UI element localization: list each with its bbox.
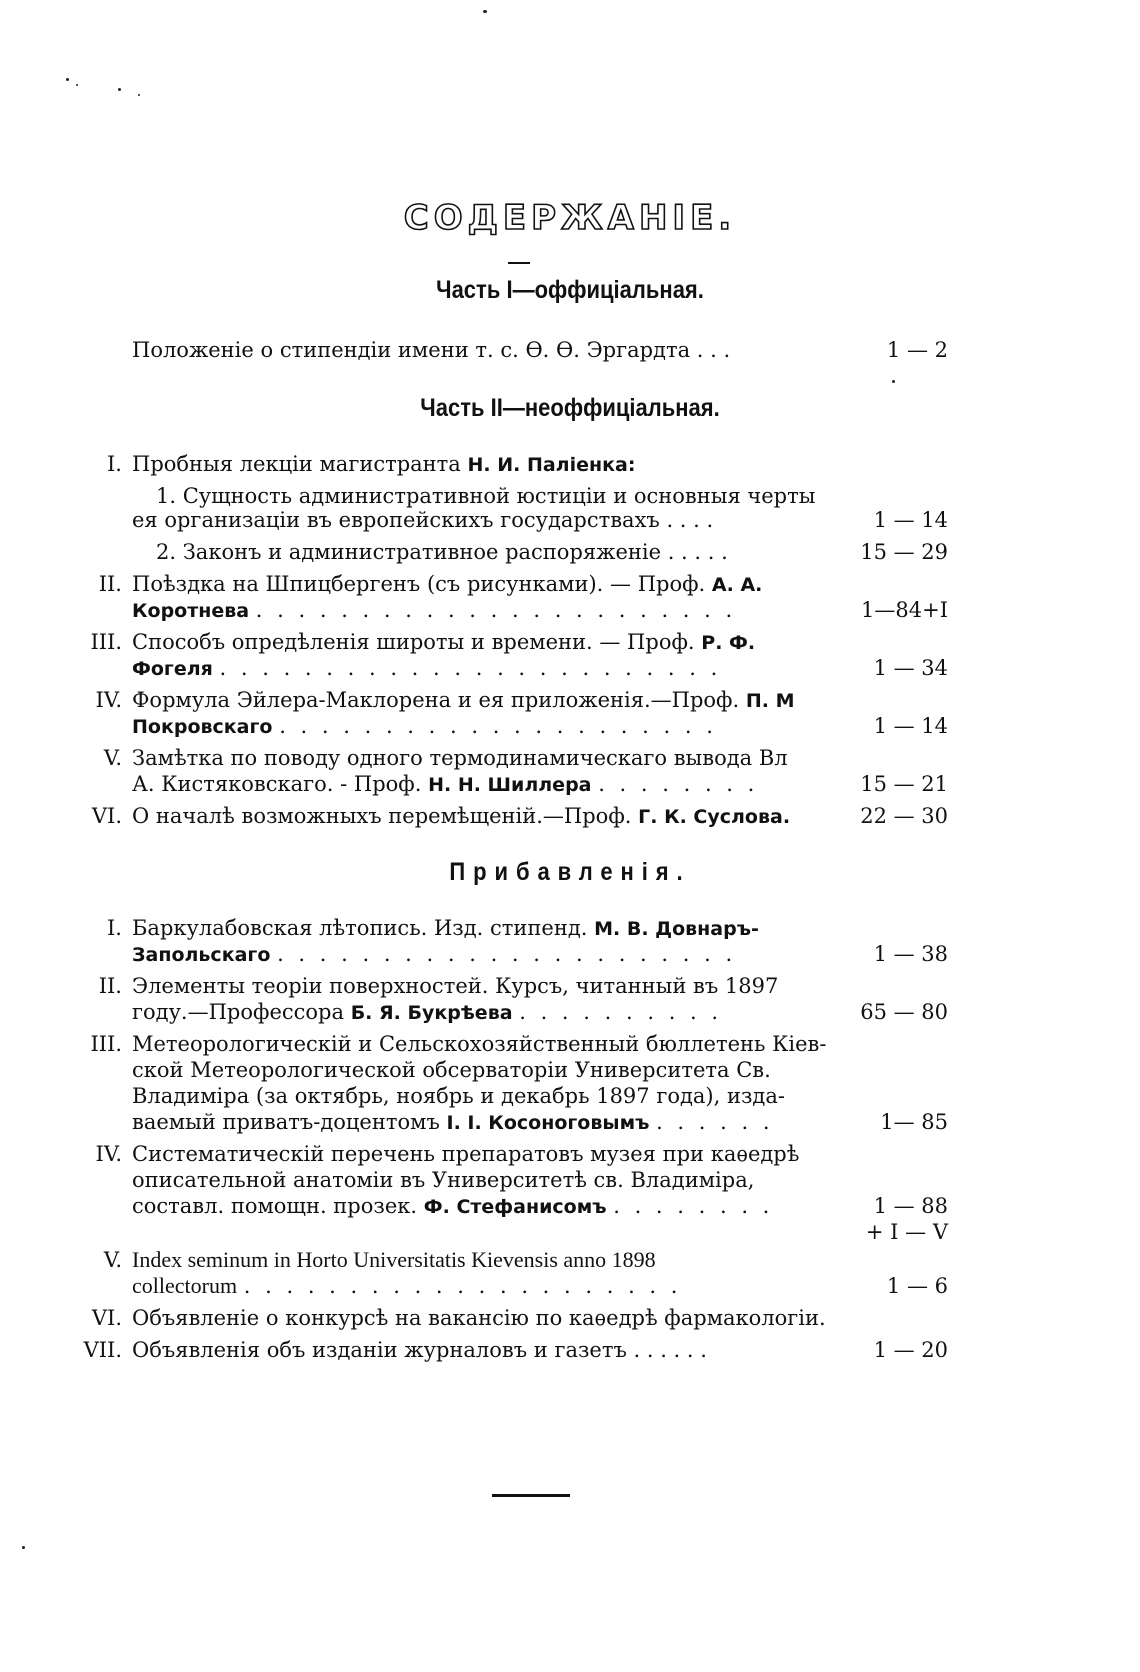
bottom-rule [492, 1494, 570, 1497]
appendix-heading: Прибавленія. [449, 858, 691, 886]
leader-dots: . . . . . . . . [613, 1194, 774, 1218]
item-author: Фогеля [132, 658, 213, 680]
item-text [132, 1272, 681, 1300]
sub-item-text: 2. Законъ и административное распоряженіе . . . . . [156, 540, 728, 564]
item-author: М. В. Довнаръ- [594, 918, 759, 940]
leader-dots: . . . . . . . . . . . . . . . . . . . . . . [277, 942, 737, 966]
item-number: VI. [91, 1306, 122, 1330]
item-pages: 1—84+I [861, 598, 948, 622]
item-text: Объявленія объ изданіи журналовъ и газетъ . . . . . . [132, 1338, 707, 1362]
item-text [132, 914, 759, 943]
item-number: II. [98, 974, 122, 998]
item-pages: 1 — 88 [873, 1194, 948, 1218]
item-author: І. І. Косоноговымъ [446, 1112, 650, 1134]
item-text: ской Метеорологической обсерваторіи Университета Св. [132, 1058, 771, 1082]
item-line: А. Кистяковскаго. - Проф. [132, 772, 422, 796]
item-number: I. [107, 452, 122, 476]
item-line: составл. помощн. прозек. [132, 1194, 418, 1218]
item-author: Запольскаго [132, 944, 271, 966]
item-line: году.—Профессора [132, 1000, 344, 1024]
item-line: О началѣ возможныхъ перемѣщеній.—Проф. [132, 804, 632, 828]
item-number: VI. [91, 804, 122, 828]
part-one-heading: Часть I—оффиціальная. [436, 276, 704, 304]
item-text: Элементы теоріи поверхностей. Курсъ, читанный въ 1897 [132, 974, 779, 998]
item-text [132, 628, 755, 657]
item-text: Метеорологическій и Сельскохозяйственный бюллетень Кіев- [132, 1032, 827, 1056]
item-author: Р. Ф. [701, 632, 756, 654]
item-text [132, 596, 736, 625]
item-text [132, 998, 722, 1027]
item-text: Index seminum in Horto Universitatis Kievensis anno 1898 [132, 1247, 656, 1272]
item-pages: 1 — 34 [873, 656, 948, 680]
item-author: Б. Я. Букрѣева [350, 1002, 513, 1024]
item-text [132, 654, 721, 683]
part-one-entry-pages: 1 — 2 [886, 338, 948, 362]
leader-dots: . . . . . . . . . . . . . . . . . . . . . . . [255, 598, 737, 622]
item-pages: 65 — 80 [860, 1000, 948, 1024]
item-text [132, 802, 790, 831]
item-author: А. А. [711, 574, 763, 596]
item-pages: 1— 85 [880, 1110, 948, 1134]
item-line: Баркулабовская лѣтопись. Изд. стипенд. [132, 916, 588, 940]
item-pages: 22 — 30 [860, 804, 948, 828]
item-text [132, 940, 736, 969]
item-pages: 1 — 14 [873, 714, 948, 738]
item-author: Г. К. Суслова. [638, 806, 791, 828]
item-text: описательной анатоміи въ Университетѣ св. Владиміра, [132, 1168, 755, 1192]
item-text [132, 570, 762, 599]
item-text: Систематическій перечень препаратовъ музея при каѳедрѣ [132, 1142, 800, 1166]
item-pages: 1 — 38 [873, 942, 948, 966]
title-dash [508, 262, 530, 264]
part-two-heading: Часть II—неоффиціальная. [420, 394, 720, 422]
item-number: IV. [95, 1142, 122, 1166]
leader-dots: . . . . . . [656, 1110, 774, 1134]
item-number: III. [90, 630, 122, 654]
leader-dots: . . . . . . . . . . [519, 1000, 723, 1024]
item-author: Ф. Стефанисомъ [423, 1196, 607, 1218]
item-text [132, 686, 795, 715]
item-author: Покровскаго [132, 716, 273, 738]
item-text [132, 450, 635, 479]
item-author: П. М [745, 690, 795, 712]
item-author: Н. И. Паліенка: [467, 454, 636, 476]
leader-dots: . . . . . . . . . . . . . . . . . . . . . [243, 1274, 682, 1298]
item-line: Пробныя лекціи магистранта [132, 452, 461, 476]
sub-item-text: ея организаціи въ европейскихъ государствахъ . . . . [132, 508, 714, 532]
item-line: collectorum [132, 1273, 238, 1298]
item-number: II. [98, 572, 122, 596]
item-text: Владиміра (за октябрь, ноябрь и декабрь 1897 года), изда- [132, 1084, 785, 1108]
item-line: Способъ опредѣленія широты и времени. — Проф. [132, 630, 695, 654]
item-number: VII. [83, 1338, 122, 1362]
item-pages-extra: + I — V [865, 1220, 948, 1244]
item-number: IV. [95, 688, 122, 712]
item-line: ваемый приватъ-доцентомъ [132, 1110, 440, 1134]
item-number: I. [107, 916, 122, 940]
part-one-entry: Положеніе о стипендіи имени т. с. Ѳ. Ѳ. Эргардта . . . [132, 338, 731, 362]
item-number: V. [103, 1248, 122, 1272]
item-text: Объявленіе о конкурсѣ на вакансію по каѳедрѣ фармакологіи. [132, 1306, 826, 1330]
sub-item-text: 1. Сущность административной юстиціи и основныя черты [156, 484, 816, 508]
item-line: Формула Эйлера-Маклорена и ея приложенія.—Проф. [132, 688, 740, 712]
leader-dots: . . . . . . . . [598, 772, 759, 796]
page-title: СОДЕРЖАНІЕ. [403, 198, 737, 238]
item-text [132, 1108, 774, 1137]
item-author: Коротнева [132, 600, 250, 622]
sub-item-pages: 15 — 29 [860, 540, 948, 564]
item-text [132, 1192, 773, 1221]
item-number: V. [103, 746, 122, 770]
leader-dots: . . . . . . . . . . . . . . . . . . . . . [279, 714, 717, 738]
item-text [132, 770, 758, 799]
item-text [132, 712, 717, 741]
item-text: Замѣтка по поводу одного термодинамическаго вывода Вл [132, 746, 788, 770]
item-pages: 15 — 21 [860, 772, 948, 796]
leader-dots: . . . . . . . . . . . . . . . . . . . . . . . . [219, 656, 722, 680]
item-number: III. [90, 1032, 122, 1056]
item-pages: 1 — 6 [886, 1274, 948, 1298]
item-line: Поѣздка на Шпицбергенъ (съ рисунками). — Проф. [132, 572, 706, 596]
item-author: Н. Н. Шиллера [428, 774, 592, 796]
item-pages: 1 — 20 [873, 1338, 948, 1362]
sub-item-pages: 1 — 14 [873, 508, 948, 532]
